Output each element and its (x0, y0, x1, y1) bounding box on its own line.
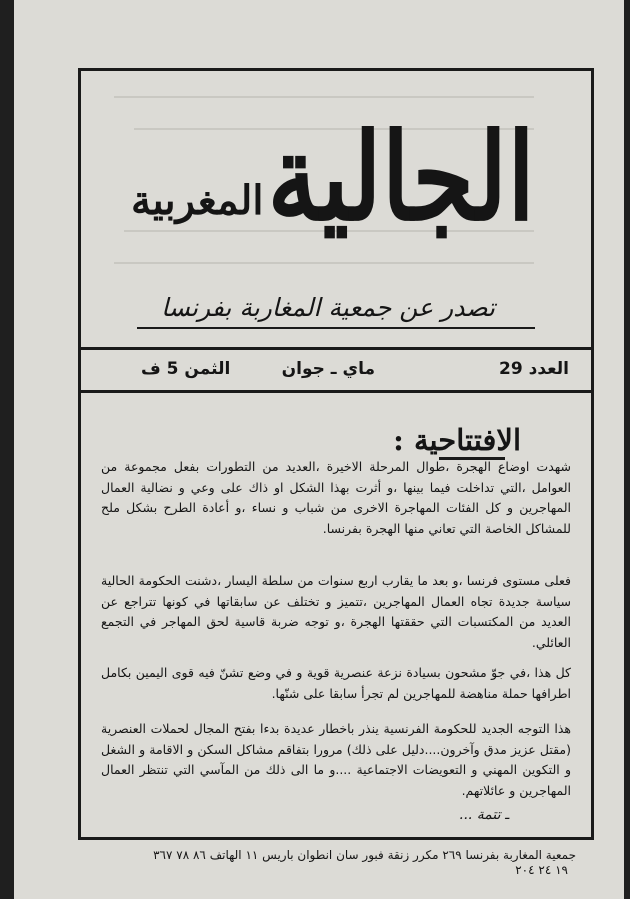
publication-subtitle: المغربية (131, 177, 264, 224)
footer-address (114, 848, 576, 878)
editorial-paragraph: شهدت اوضاع الهجرة ،طوال المرحلة الاخيرة ،العديد من التطورات بفعل مجموعة من العوامل ،التي تداخلت فيما بينها ،و أثرت بهذا الشكل او ذاك على وعي و نضالية العمال المهاجرين و كل الفئات المهاجرة الاخرى من شباب و نساء ،و أعادة الطرح بشكل ملح للمشاكل الخاصة التي تعاني منها الهجرة بفرنسا. (101, 459, 571, 536)
tagline-rule (137, 327, 535, 329)
footer-address-line: جمعية المغاربة بفرنسا ٢٦٩ مكرر زنقة فبور سان انطوان باريس ١١ الهاتف ٨٦ ٧٨ ٣٦٧ (153, 848, 576, 862)
issue-price: الثمن 5 ف (141, 359, 231, 379)
publisher-tagline: تصدر عن جمعية المغاربة بفرنسا (161, 293, 495, 322)
editorial-paragraph: كل هذا ،في جوّ مشحون بسيادة نزعة عنصرية قوية و في وضع تشنّ فيه قوى اليمين بكامل اطرافها حملة مناهضة للمهاجرين لم تجرأ سابقا على شنّها. (101, 665, 571, 701)
issue-info-bar (81, 347, 591, 393)
continued-marker: ـ تتمة ... (459, 807, 510, 823)
page-frame (78, 68, 594, 840)
editorial-heading: الافتتاحية : (393, 423, 521, 457)
masthead (81, 71, 591, 351)
issue-number: العدد 29 (499, 359, 569, 379)
editorial-paragraph: فعلى مستوى فرنسا ،و بعد ما يقارب اربع سنوات من سلطة اليسار ،دشنت الحكومة الحالية سياسة جديدة تجاه العمال المهاجرين ،تتميز و تختلف عن سابقاتها في كونها تتراجع عن العديد من المكتسبات التي حققتها الهجرة ،و توجه ضربة قاسية لحق المهاجر في التجمع العائلي. (101, 573, 571, 650)
publication-title: الجالية (267, 106, 535, 248)
footer-phone-line: ١٩ ٢٤ ٢٠٤ (515, 863, 568, 877)
document-page (14, 0, 624, 899)
editorial-paragraph: هذا التوجه الجديد للحكومة الفرنسية ينذر باخطار عديدة بدءا بفتح المجال لحملات العنصرية (مقتل عزيز مدق وآخرون....دليل على ذلك) مرورا بتفاقم مشاكل السكن و الاقامة و الشغل و التكوين المهني و التعويضات الاجتماعية ....و ما الى ذلك من المآسي التي تنتظر العمال المهاجرين و عائلاتهم. (101, 721, 571, 798)
issue-months: ماي ـ جوان (281, 359, 375, 379)
